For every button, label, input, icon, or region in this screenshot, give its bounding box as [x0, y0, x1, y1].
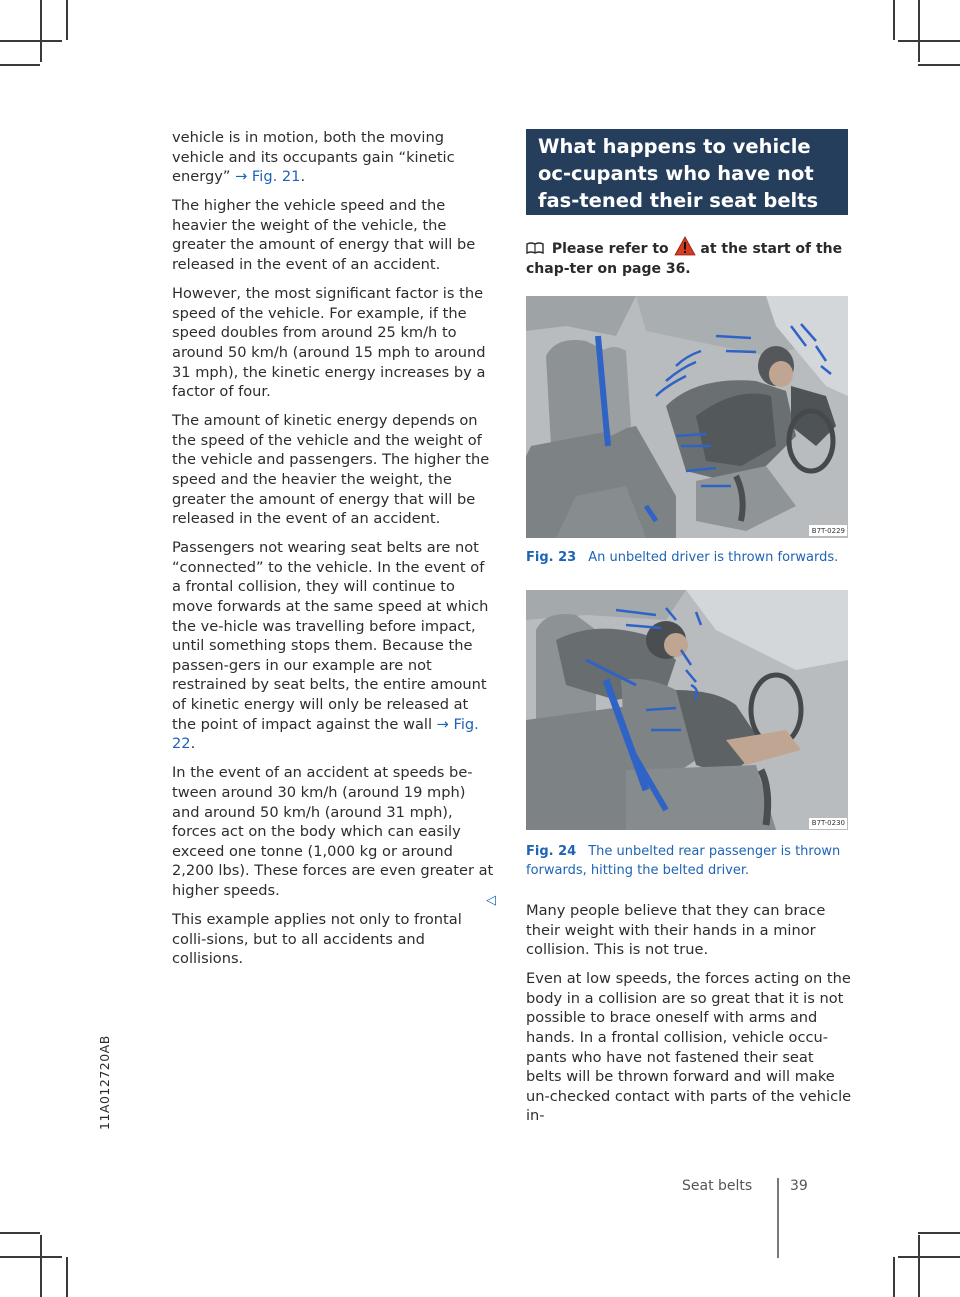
left-column	[172, 128, 494, 978]
crop-mark	[40, 1235, 42, 1297]
crop-mark	[66, 0, 68, 40]
crop-mark	[898, 40, 960, 42]
footer-divider	[777, 1178, 779, 1258]
fig21-link[interactable]: → Fig. 21	[235, 168, 301, 186]
crop-mark	[0, 40, 62, 42]
crop-mark	[40, 0, 42, 62]
crop-mark	[918, 1232, 960, 1234]
section-end-marker: ◁	[486, 893, 496, 908]
page-number: 39	[790, 1178, 808, 1194]
paragraph: This example applies not only to frontal colli-sions, but to all accidents and collisions.	[172, 910, 462, 968]
crop-mark	[893, 0, 895, 40]
paragraph: The amount of kinetic energy depends on the speed of the vehicle and the weight of the vehicle and passengers. The higher the speed and the heavier the weight, the greater the amount of energy that will be released in the event of an accident.	[172, 412, 490, 528]
figure-23-caption: Fig. 23 An unbelted driver is thrown forwards.	[526, 550, 839, 565]
footer-section-title: Seat belts	[682, 1178, 753, 1194]
figure-23-illustration	[526, 296, 848, 538]
crop-mark	[893, 1257, 895, 1297]
fig22-link[interactable]: → Fig. 22	[172, 715, 479, 753]
crop-mark	[0, 1232, 40, 1234]
paragraph: Passengers not wearing seat belts are not “connected” to the vehicle. In the event of a frontal collision, they will continue to move forwards at the same speed at which the ve-hicle was travelling before impact, until something stops them. Because the passen-gers in our example are not restrained by seat belts, the entire amount of kinetic energy will only be released at the point of impact against the wall → Fig. 22.	[172, 539, 489, 753]
crop-mark	[66, 1257, 68, 1297]
paragraph: The higher the vehicle speed and the heavier the weight of the vehicle, the greater the amount of energy that will be released in the event of an accident.	[172, 197, 476, 274]
crop-mark	[0, 1256, 62, 1258]
section-heading: What happens to vehicle oc-cupants who have not fas-tened their seat belts	[526, 129, 848, 215]
crop-mark	[918, 0, 920, 62]
figure-code: B7T-0229	[811, 527, 845, 535]
paragraph: However, the most significant factor is the speed of the vehicle. For example, if the speed doubles from around 25 km/h to around 50 km/h (around 15 mph to around 31 mph), the kinetic energy increases by a factor of four.	[172, 285, 486, 401]
crop-mark	[918, 64, 960, 66]
crop-mark	[918, 1235, 920, 1297]
paragraph: vehicle is in motion, both the moving vehicle and its occupants gain “kinetic energy” → Fig. 21.	[172, 129, 455, 186]
paragraph: Even at low speeds, the forces acting on the body in a collision are so great that it is not possible to brace oneself with arms and hands. In a frontal collision, vehicle occu-pants who have not fastened their seat belts will be thrown forward and will make un-checked contact with parts of the vehicle in-	[526, 970, 852, 1125]
document-code: 11A012720AB	[97, 1035, 112, 1130]
figure-24-illustration	[526, 590, 848, 830]
paragraph: In the event of an accident at speeds be-tween around 30 km/h (around 19 mph) and around 50 km/h (around 31 mph), forces act on the body which can easily exceed one tonne (1,000 kg or around 2,200 lbs). These forces are even greater at higher speeds.	[172, 764, 494, 899]
warning-icon	[674, 236, 696, 256]
book-icon	[526, 242, 544, 254]
figure-24-caption: Fig. 24 The unbelted rear passenger is thrown forwards, hitting the belted driver.	[526, 844, 841, 878]
paragraph: Many people believe that they can brace their weight with their hands in a minor collision. This is not true.	[526, 902, 826, 959]
right-column-text	[526, 901, 852, 1136]
crop-mark	[898, 1256, 960, 1258]
safety-note: Please refer to at the start of the chap-ter on page 36.	[526, 236, 852, 279]
crop-mark	[0, 64, 40, 66]
figure-code: B7T-0230	[811, 819, 845, 827]
